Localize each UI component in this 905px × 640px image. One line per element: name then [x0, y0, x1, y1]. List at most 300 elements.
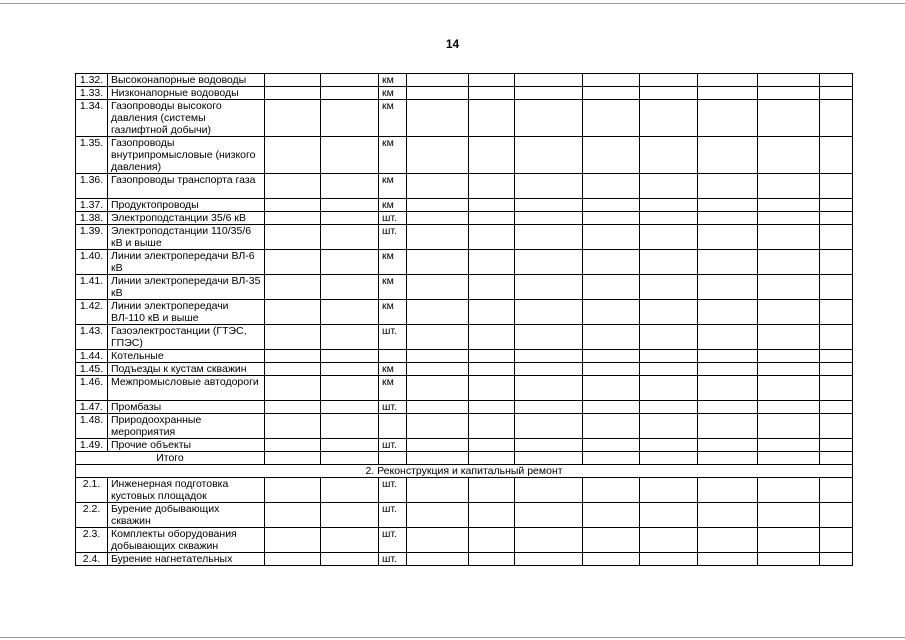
objects-table	[75, 73, 853, 566]
row-name: Электроподстанции 35/6 кВ	[108, 212, 265, 225]
empty-cell	[640, 478, 698, 503]
empty-cell	[469, 250, 515, 275]
empty-cell	[698, 401, 758, 414]
empty-cell	[265, 275, 321, 300]
empty-cell	[265, 553, 321, 566]
empty-cell	[820, 325, 853, 350]
table-row	[76, 376, 853, 401]
empty-cell	[407, 363, 469, 376]
empty-cell	[515, 350, 583, 363]
empty-cell	[407, 225, 469, 250]
empty-cell	[583, 503, 640, 528]
empty-cell	[640, 350, 698, 363]
empty-cell	[321, 363, 379, 376]
empty-cell	[407, 439, 469, 452]
empty-cell	[583, 275, 640, 300]
empty-cell	[583, 100, 640, 137]
empty-cell	[820, 528, 853, 553]
empty-cell	[515, 363, 583, 376]
empty-cell	[321, 100, 379, 137]
empty-cell	[640, 439, 698, 452]
row-name: Межпромысловые автодороги	[108, 376, 265, 401]
table-row	[76, 137, 853, 174]
empty-cell	[698, 100, 758, 137]
empty-cell	[640, 174, 698, 199]
empty-cell	[758, 199, 820, 212]
empty-cell	[698, 300, 758, 325]
empty-cell	[698, 275, 758, 300]
row-name: Котельные	[108, 350, 265, 363]
empty-cell	[758, 553, 820, 566]
row-name: Линии электропередачи ВЛ-6 кВ	[108, 250, 265, 275]
empty-cell	[640, 275, 698, 300]
empty-cell	[820, 363, 853, 376]
table-row	[76, 74, 853, 87]
empty-cell	[758, 300, 820, 325]
empty-cell	[820, 74, 853, 87]
empty-cell	[758, 528, 820, 553]
empty-cell	[321, 376, 379, 401]
row-number: 1.49.	[76, 439, 108, 452]
empty-cell	[820, 275, 853, 300]
row-unit: км	[379, 100, 407, 137]
empty-cell	[583, 174, 640, 199]
row-unit: км	[379, 300, 407, 325]
empty-cell	[758, 225, 820, 250]
row-number: 1.40.	[76, 250, 108, 275]
empty-cell	[515, 212, 583, 225]
row-number: 1.35.	[76, 137, 108, 174]
empty-cell	[698, 325, 758, 350]
empty-cell	[758, 452, 820, 465]
empty-cell	[583, 439, 640, 452]
empty-cell	[407, 300, 469, 325]
empty-cell	[469, 225, 515, 250]
empty-cell	[820, 350, 853, 363]
empty-cell	[758, 376, 820, 401]
empty-cell	[469, 414, 515, 439]
empty-cell	[265, 87, 321, 100]
empty-cell	[640, 87, 698, 100]
empty-cell	[820, 137, 853, 174]
empty-cell	[407, 74, 469, 87]
row-name: Газопроводы транспорта газа	[108, 174, 265, 199]
row-unit: км	[379, 137, 407, 174]
empty-cell	[407, 199, 469, 212]
empty-cell	[698, 199, 758, 212]
empty-cell	[758, 439, 820, 452]
empty-cell	[758, 250, 820, 275]
row-name: Продуктопроводы	[108, 199, 265, 212]
empty-cell	[469, 212, 515, 225]
table-row	[76, 414, 853, 439]
empty-cell	[407, 478, 469, 503]
empty-cell	[640, 452, 698, 465]
empty-cell	[820, 225, 853, 250]
empty-cell	[469, 478, 515, 503]
empty-cell	[321, 225, 379, 250]
empty-cell	[265, 478, 321, 503]
empty-cell	[515, 74, 583, 87]
table-row	[76, 250, 853, 275]
empty-cell	[469, 528, 515, 553]
empty-cell	[321, 553, 379, 566]
empty-cell	[515, 199, 583, 212]
empty-cell	[698, 363, 758, 376]
row-number: 1.46.	[76, 376, 108, 401]
empty-cell	[698, 350, 758, 363]
empty-cell	[321, 528, 379, 553]
empty-cell	[640, 250, 698, 275]
table-row	[76, 174, 853, 199]
empty-cell	[758, 350, 820, 363]
empty-cell	[515, 401, 583, 414]
empty-cell	[515, 174, 583, 199]
empty-cell	[515, 478, 583, 503]
table-row	[76, 528, 853, 553]
empty-cell	[265, 439, 321, 452]
row-unit: км	[379, 74, 407, 87]
table-row	[76, 325, 853, 350]
empty-cell	[820, 414, 853, 439]
row-number: 1.39.	[76, 225, 108, 250]
empty-cell	[469, 503, 515, 528]
empty-cell	[820, 478, 853, 503]
row-number: 2.3.	[76, 528, 108, 553]
empty-cell	[515, 414, 583, 439]
empty-cell	[407, 212, 469, 225]
page-number: 14	[445, 37, 460, 51]
table-row	[76, 212, 853, 225]
empty-cell	[583, 199, 640, 212]
empty-cell	[698, 250, 758, 275]
empty-cell	[321, 350, 379, 363]
empty-cell	[469, 174, 515, 199]
empty-cell	[583, 137, 640, 174]
empty-cell	[515, 250, 583, 275]
row-name: Высоконапорные водоводы	[108, 74, 265, 87]
empty-cell	[698, 439, 758, 452]
empty-cell	[698, 553, 758, 566]
empty-cell	[321, 199, 379, 212]
empty-cell	[698, 478, 758, 503]
row-number: 1.45.	[76, 363, 108, 376]
row-unit: км	[379, 87, 407, 100]
empty-cell	[265, 401, 321, 414]
empty-cell	[379, 452, 407, 465]
row-name: Комплекты оборудования добывающих скважин	[108, 528, 265, 553]
empty-cell	[583, 553, 640, 566]
empty-cell	[321, 503, 379, 528]
empty-cell	[469, 100, 515, 137]
empty-cell	[515, 439, 583, 452]
empty-cell	[820, 553, 853, 566]
empty-cell	[640, 528, 698, 553]
empty-cell	[820, 401, 853, 414]
row-name: Линии электропередачи ВЛ-110 кВ и выше	[108, 300, 265, 325]
row-unit: км	[379, 199, 407, 212]
empty-cell	[820, 439, 853, 452]
empty-cell	[321, 300, 379, 325]
empty-cell	[407, 553, 469, 566]
empty-cell	[820, 100, 853, 137]
empty-cell	[407, 325, 469, 350]
empty-cell	[265, 137, 321, 174]
empty-cell	[583, 528, 640, 553]
empty-cell	[321, 87, 379, 100]
empty-cell	[469, 363, 515, 376]
empty-cell	[515, 503, 583, 528]
empty-cell	[698, 452, 758, 465]
empty-cell	[820, 300, 853, 325]
empty-cell	[515, 87, 583, 100]
empty-cell	[820, 503, 853, 528]
empty-cell	[469, 439, 515, 452]
empty-cell	[758, 414, 820, 439]
empty-cell	[321, 250, 379, 275]
empty-cell	[640, 212, 698, 225]
page-bottom-edge	[0, 637, 905, 638]
row-unit: км	[379, 376, 407, 401]
table-row	[76, 553, 853, 566]
row-unit	[379, 350, 407, 363]
row-name: Прочие объекты	[108, 439, 265, 452]
empty-cell	[640, 503, 698, 528]
empty-cell	[583, 300, 640, 325]
table-row	[76, 225, 853, 250]
empty-cell	[758, 503, 820, 528]
empty-cell	[583, 212, 640, 225]
empty-cell	[407, 452, 469, 465]
row-unit: шт.	[379, 225, 407, 250]
row-number: 1.37.	[76, 199, 108, 212]
row-number: 1.33.	[76, 87, 108, 100]
empty-cell	[321, 137, 379, 174]
empty-cell	[698, 87, 758, 100]
row-number: 2.2.	[76, 503, 108, 528]
empty-cell	[583, 325, 640, 350]
empty-cell	[583, 401, 640, 414]
table-row	[76, 363, 853, 376]
row-name: Природоохранные мероприятия	[108, 414, 265, 439]
empty-cell	[469, 376, 515, 401]
row-name: Газопроводы внутрипромысловые (низкого давления)	[108, 137, 265, 174]
empty-cell	[758, 74, 820, 87]
table-row	[76, 439, 853, 452]
empty-cell	[265, 350, 321, 363]
empty-cell	[698, 528, 758, 553]
empty-cell	[321, 414, 379, 439]
empty-cell	[640, 74, 698, 87]
row-name: Бурение нагнетательных	[108, 553, 265, 566]
empty-cell	[407, 275, 469, 300]
empty-cell	[265, 452, 321, 465]
empty-cell	[321, 174, 379, 199]
table-row	[76, 503, 853, 528]
empty-cell	[265, 199, 321, 212]
empty-cell	[820, 174, 853, 199]
empty-cell	[820, 87, 853, 100]
row-number: 1.43.	[76, 325, 108, 350]
empty-cell	[583, 350, 640, 363]
row-name: Электроподстанции 110/35/6 кВ и выше	[108, 225, 265, 250]
row-name: Газоэлектростанции (ГТЭС, ГПЭС)	[108, 325, 265, 350]
empty-cell	[469, 87, 515, 100]
empty-cell	[640, 137, 698, 174]
empty-cell	[469, 275, 515, 300]
empty-cell	[265, 528, 321, 553]
table-row	[76, 478, 853, 503]
row-number: 2.4.	[76, 553, 108, 566]
row-number: 1.44.	[76, 350, 108, 363]
empty-cell	[758, 212, 820, 225]
empty-cell	[515, 225, 583, 250]
row-unit: км	[379, 363, 407, 376]
row-name: Низконапорные водоводы	[108, 87, 265, 100]
table-row	[76, 100, 853, 137]
table-row	[76, 199, 853, 212]
empty-cell	[469, 401, 515, 414]
empty-cell	[407, 503, 469, 528]
empty-cell	[758, 137, 820, 174]
empty-cell	[407, 401, 469, 414]
row-unit: шт.	[379, 478, 407, 503]
empty-cell	[407, 100, 469, 137]
total-label: Итого	[76, 452, 265, 465]
row-name: Бурение добывающих скважин	[108, 503, 265, 528]
section-title: 2. Реконструкция и капитальный ремонт	[76, 465, 853, 478]
row-number: 1.36.	[76, 174, 108, 199]
empty-cell	[698, 376, 758, 401]
empty-cell	[265, 100, 321, 137]
empty-cell	[469, 350, 515, 363]
total-row	[76, 452, 853, 465]
empty-cell	[515, 553, 583, 566]
row-unit: км	[379, 250, 407, 275]
row-number: 1.38.	[76, 212, 108, 225]
empty-cell	[758, 87, 820, 100]
empty-cell	[583, 87, 640, 100]
empty-cell	[515, 528, 583, 553]
row-number: 2.1.	[76, 478, 108, 503]
empty-cell	[758, 174, 820, 199]
empty-cell	[640, 199, 698, 212]
empty-cell	[820, 376, 853, 401]
empty-cell	[583, 478, 640, 503]
row-unit: шт.	[379, 503, 407, 528]
row-unit: шт.	[379, 439, 407, 452]
empty-cell	[583, 376, 640, 401]
empty-cell	[265, 300, 321, 325]
empty-cell	[640, 100, 698, 137]
empty-cell	[698, 74, 758, 87]
empty-cell	[758, 363, 820, 376]
row-number: 1.41.	[76, 275, 108, 300]
empty-cell	[407, 250, 469, 275]
empty-cell	[265, 325, 321, 350]
empty-cell	[469, 300, 515, 325]
empty-cell	[758, 275, 820, 300]
empty-cell	[265, 503, 321, 528]
row-number: 1.47.	[76, 401, 108, 414]
empty-cell	[469, 325, 515, 350]
empty-cell	[469, 137, 515, 174]
page-top-edge	[0, 3, 905, 4]
row-unit: шт.	[379, 553, 407, 566]
empty-cell	[698, 503, 758, 528]
empty-cell	[583, 250, 640, 275]
empty-cell	[407, 350, 469, 363]
row-unit: шт.	[379, 528, 407, 553]
row-unit: шт.	[379, 212, 407, 225]
empty-cell	[321, 74, 379, 87]
empty-cell	[515, 325, 583, 350]
empty-cell	[321, 439, 379, 452]
row-number: 1.34.	[76, 100, 108, 137]
empty-cell	[515, 137, 583, 174]
empty-cell	[640, 553, 698, 566]
empty-cell	[640, 376, 698, 401]
row-number: 1.32.	[76, 74, 108, 87]
row-name: Инженерная подготовка кустовых площадок	[108, 478, 265, 503]
empty-cell	[321, 478, 379, 503]
empty-cell	[265, 414, 321, 439]
empty-cell	[407, 137, 469, 174]
section-header-row	[76, 465, 853, 478]
empty-cell	[407, 376, 469, 401]
empty-cell	[515, 300, 583, 325]
empty-cell	[583, 452, 640, 465]
empty-cell	[698, 212, 758, 225]
table-row	[76, 350, 853, 363]
empty-cell	[321, 325, 379, 350]
empty-cell	[321, 401, 379, 414]
empty-cell	[698, 225, 758, 250]
empty-cell	[515, 376, 583, 401]
table-row	[76, 275, 853, 300]
row-name: Промбазы	[108, 401, 265, 414]
empty-cell	[265, 174, 321, 199]
empty-cell	[265, 212, 321, 225]
empty-cell	[640, 300, 698, 325]
row-unit: шт.	[379, 401, 407, 414]
row-name: Линии электропередачи ВЛ-35 кВ	[108, 275, 265, 300]
table-row	[76, 401, 853, 414]
empty-cell	[640, 325, 698, 350]
empty-cell	[515, 100, 583, 137]
empty-cell	[758, 478, 820, 503]
empty-cell	[820, 212, 853, 225]
empty-cell	[469, 199, 515, 212]
table-row	[76, 300, 853, 325]
empty-cell	[758, 100, 820, 137]
empty-cell	[321, 275, 379, 300]
empty-cell	[640, 363, 698, 376]
empty-cell	[820, 250, 853, 275]
empty-cell	[265, 376, 321, 401]
empty-cell	[469, 74, 515, 87]
empty-cell	[321, 452, 379, 465]
row-unit: км	[379, 275, 407, 300]
row-unit: шт.	[379, 325, 407, 350]
table-row	[76, 87, 853, 100]
row-number: 1.48.	[76, 414, 108, 439]
empty-cell	[265, 225, 321, 250]
empty-cell	[407, 87, 469, 100]
empty-cell	[469, 452, 515, 465]
row-unit: км	[379, 174, 407, 199]
empty-cell	[583, 74, 640, 87]
